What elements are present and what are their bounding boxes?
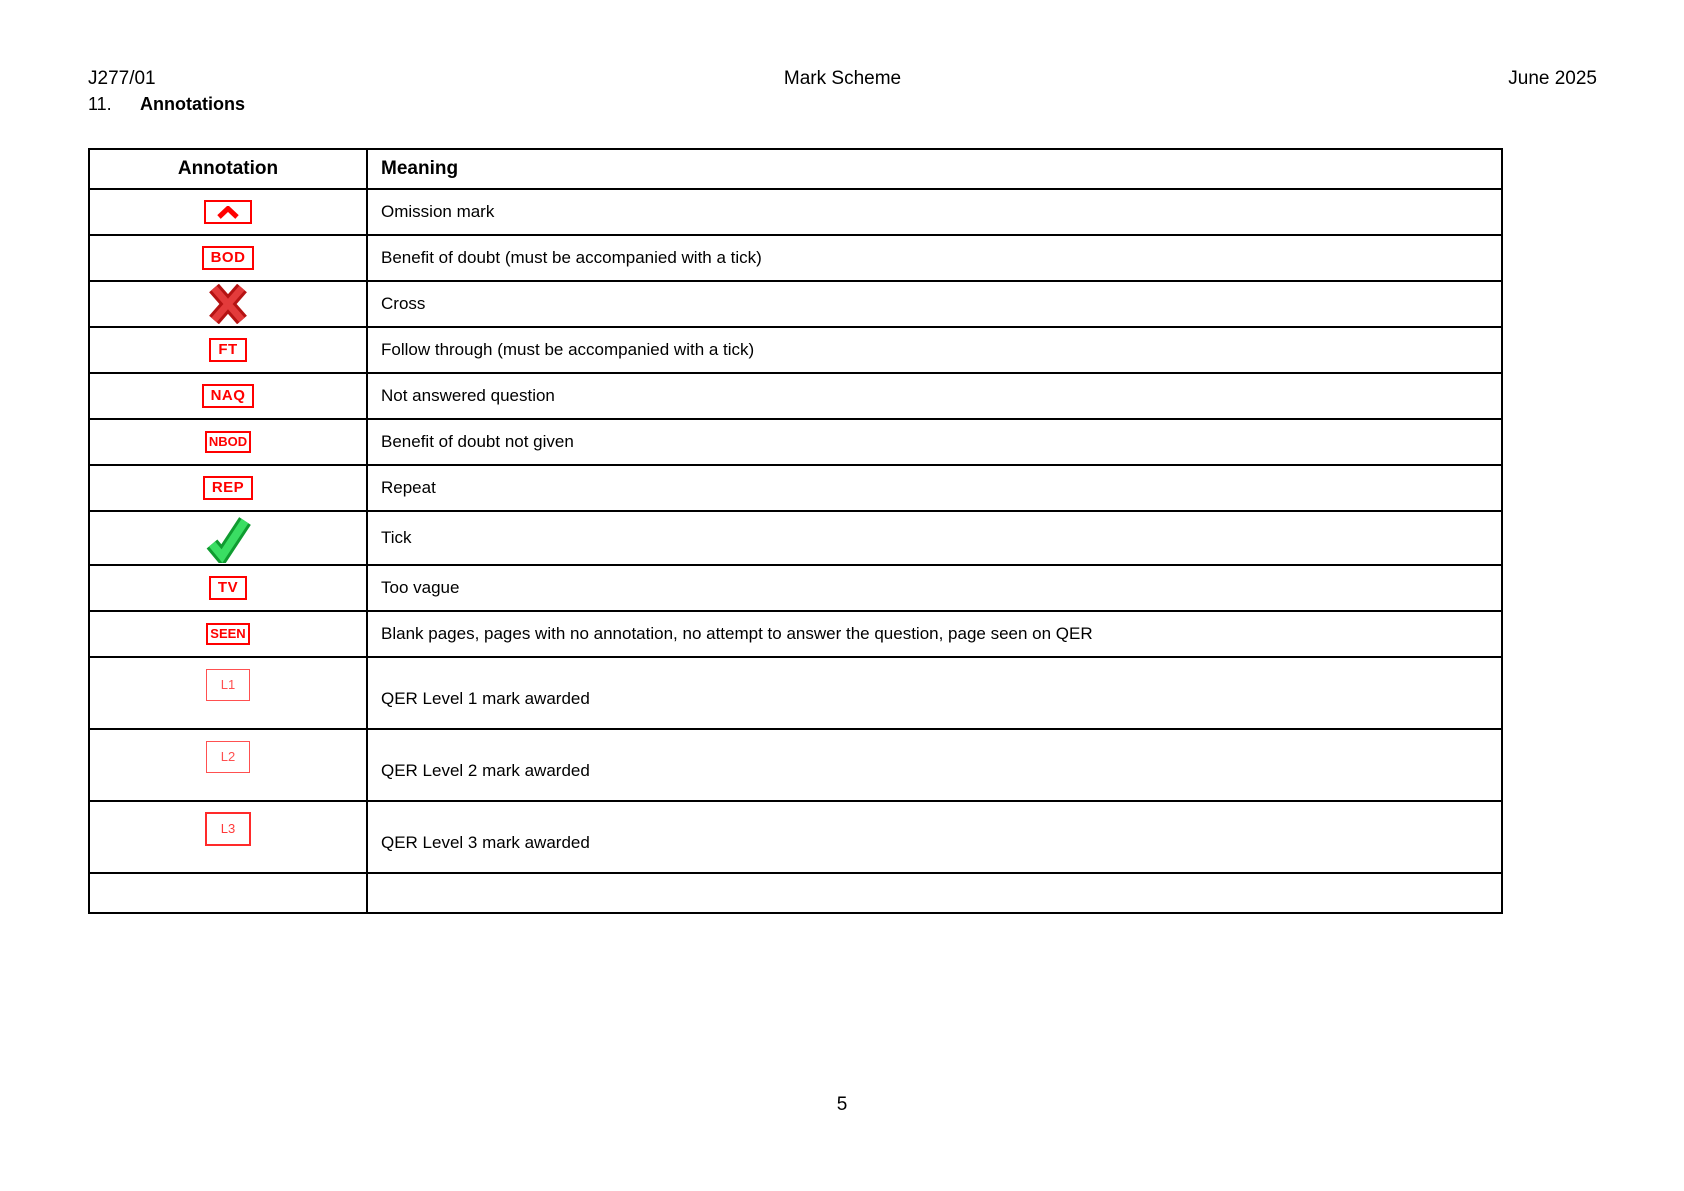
omission-caret-box	[204, 200, 252, 224]
table-row	[89, 189, 1502, 235]
meaning-column-header: Meaning	[367, 149, 1502, 189]
annotation-cell	[89, 281, 367, 327]
level-2-icon	[206, 749, 250, 781]
meaning-cell	[367, 511, 1502, 565]
bod-icon-label: BOD	[202, 246, 255, 269]
rep-icon	[203, 476, 253, 499]
annotation-cell	[89, 657, 367, 729]
level-2-icon-label: L2	[206, 741, 250, 773]
table-row	[89, 373, 1502, 419]
section-title: Annotations	[140, 94, 245, 114]
annotations-table-body	[89, 189, 1502, 913]
meaning-cell	[367, 565, 1502, 611]
annotation-cell	[89, 235, 367, 281]
table-row	[89, 801, 1502, 873]
tv-icon-label: TV	[209, 576, 247, 599]
ft-icon	[209, 338, 246, 361]
omission-mark-icon	[204, 200, 252, 224]
meaning-text: Blank pages, pages with no annotation, no attempt to answer the question, page seen on QER	[381, 624, 1093, 643]
meaning-cell	[367, 465, 1502, 511]
caret-glyph	[215, 206, 241, 219]
meaning-cell	[367, 189, 1502, 235]
meaning-text: Too vague	[381, 578, 460, 597]
annotations-table	[88, 148, 1503, 914]
document-header	[88, 68, 1597, 92]
table-row	[89, 873, 1502, 913]
meaning-text: QER Level 2 mark awarded	[381, 761, 590, 780]
table-row	[89, 565, 1502, 611]
annotation-cell	[89, 327, 367, 373]
meaning-text: QER Level 1 mark awarded	[381, 689, 590, 708]
annotation-cell	[89, 873, 367, 913]
meaning-text: Repeat	[381, 478, 436, 497]
seen-icon-label: SEEN	[206, 623, 249, 646]
annotation-cell	[89, 801, 367, 873]
table-row	[89, 729, 1502, 801]
document-date: June 2025	[1508, 68, 1597, 89]
meaning-cell	[367, 235, 1502, 281]
meaning-cell	[367, 419, 1502, 465]
meaning-text: Benefit of doubt not given	[381, 432, 574, 451]
annotation-cell	[89, 373, 367, 419]
annotation-cell	[89, 729, 367, 801]
ft-icon-label: FT	[209, 338, 246, 361]
level-3-icon	[205, 820, 251, 854]
meaning-cell	[367, 611, 1502, 657]
meaning-cell	[367, 729, 1502, 801]
annotation-cell	[89, 189, 367, 235]
document-code: J277/01	[88, 68, 156, 89]
tick-icon	[205, 513, 251, 563]
meaning-cell	[367, 873, 1502, 913]
meaning-cell	[367, 657, 1502, 729]
table-row	[89, 465, 1502, 511]
annotation-column-header: Annotation	[89, 149, 367, 189]
naq-icon-label: NAQ	[202, 384, 255, 407]
level-1-icon	[206, 677, 250, 709]
annotation-cell	[89, 511, 367, 565]
table-row	[89, 657, 1502, 729]
table-row	[89, 419, 1502, 465]
level-1-icon-label: L1	[206, 669, 250, 701]
tv-icon	[209, 576, 247, 599]
annotation-cell	[89, 565, 367, 611]
meaning-text: Benefit of doubt (must be accompanied with a tick)	[381, 248, 762, 267]
meaning-text: Cross	[381, 294, 426, 313]
nbod-icon	[205, 431, 251, 454]
table-header-row	[89, 149, 1502, 189]
page-number: 5	[836, 1094, 848, 1115]
section-heading	[88, 94, 245, 115]
level-3-icon-label: L3	[205, 812, 251, 846]
tick-glyph	[205, 513, 251, 563]
meaning-text: QER Level 3 mark awarded	[381, 833, 590, 852]
table-row	[89, 281, 1502, 327]
meaning-cell	[367, 373, 1502, 419]
meaning-cell	[367, 327, 1502, 373]
annotation-cell	[89, 465, 367, 511]
annotation-cell	[89, 611, 367, 657]
meaning-cell	[367, 801, 1502, 873]
cross-glyph	[207, 284, 249, 324]
bod-icon	[202, 246, 255, 269]
table-row	[89, 235, 1502, 281]
naq-icon	[202, 384, 255, 407]
seen-icon	[206, 623, 249, 646]
meaning-text: Tick	[381, 528, 412, 547]
nbod-icon-label: NBOD	[205, 431, 251, 454]
meaning-text: Follow through (must be accompanied with a tick)	[381, 340, 755, 359]
section-number: 11.	[88, 94, 112, 114]
meaning-cell	[367, 281, 1502, 327]
meaning-text: Not answered question	[381, 386, 555, 405]
meaning-text: Omission mark	[381, 202, 495, 221]
table-row	[89, 327, 1502, 373]
cross-icon	[207, 284, 249, 324]
document-title: Mark Scheme	[783, 68, 902, 89]
rep-icon-label: REP	[203, 476, 253, 499]
annotation-cell	[89, 419, 367, 465]
table-row	[89, 511, 1502, 565]
table-row	[89, 611, 1502, 657]
